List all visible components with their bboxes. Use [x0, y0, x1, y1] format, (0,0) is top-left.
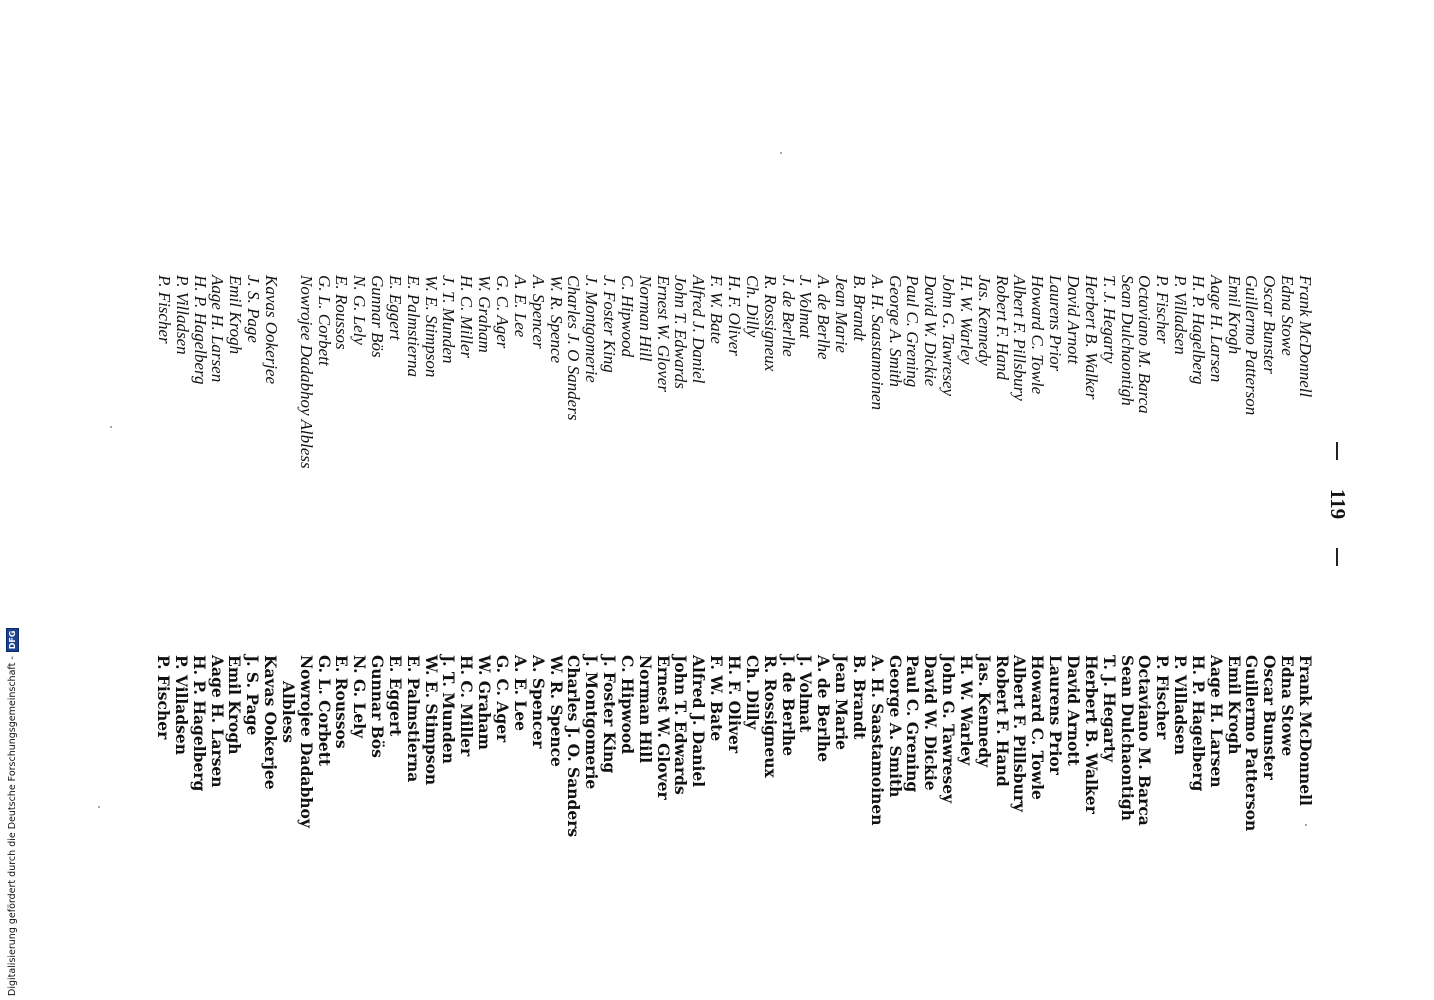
name-entry: J. de Berlhe — [778, 655, 798, 757]
name-entry: E. Roussos — [332, 275, 352, 350]
name-entry: P. Villadsen — [1171, 655, 1191, 756]
dfg-logo: DFG — [6, 628, 19, 653]
name-entry: H. F. Oliver — [725, 275, 744, 356]
name-entry: J. Foster King — [600, 275, 620, 373]
name-entry: Albless — [278, 681, 298, 743]
name-entry: H. F. Oliver — [725, 655, 744, 753]
digitization-footer — [6, 628, 19, 996]
name-entry: Aage H. Larsen — [1206, 275, 1226, 383]
name-entry: David W. Dickie — [921, 655, 941, 791]
name-entry: John T. Edwards — [671, 655, 691, 795]
name-entry: Kavas Ookerjee — [261, 275, 281, 385]
name-entry: W. Graham — [475, 655, 495, 750]
scan-speck — [1305, 824, 1307, 826]
name-entry: E. Eggert — [385, 275, 405, 341]
latin-name-column — [155, 275, 1314, 469]
name-entry: Charles J. O. Sanders — [564, 655, 584, 838]
name-entry: Sean Dulchaontigh — [1117, 655, 1137, 821]
name-entry: J. Montgomerie — [582, 275, 602, 383]
name-entry: Gunnar Bös — [368, 275, 388, 358]
name-entry: H. P. Hagelberg — [189, 655, 209, 792]
name-entry: Jean Marie — [832, 655, 852, 751]
name-entry: F. W. Bate — [707, 655, 727, 742]
scan-speck — [110, 426, 112, 428]
name-entry: Ernest W. Glover — [653, 655, 673, 800]
name-entry: A. Spencer — [528, 275, 548, 349]
name-entry: Herbert B. Walker — [1081, 275, 1101, 400]
name-entry: George A. Smith — [885, 275, 905, 387]
name-entry: H. W. Warley — [956, 655, 976, 766]
name-entry: A. de Berlhe — [814, 275, 834, 360]
name-entry: P. Fischer — [1153, 655, 1173, 740]
name-entry: Aage H. Larsen — [207, 655, 227, 788]
name-entry: J. Montgomerie — [582, 655, 602, 790]
name-entry: A. E. Lee — [510, 275, 530, 338]
name-entry: J. Foster King — [600, 655, 620, 774]
name-entry: Laurens Prior — [1046, 655, 1066, 775]
name-entry: Paul C. Grening — [903, 275, 923, 388]
name-entry: G. L. Corbett — [314, 275, 334, 366]
name-entry: A. H. Saastamoinen — [867, 275, 887, 411]
name-entry: Edna Stowe — [1278, 655, 1298, 757]
name-entry: C. Hipwood — [617, 275, 637, 358]
name-entry: P. Villadsen — [1171, 275, 1191, 355]
name-entry: David Arnott — [1064, 275, 1084, 364]
name-entry: Guillermo Patterson — [1242, 655, 1262, 832]
name-entry: G. L. Corbett — [314, 655, 334, 767]
name-entry: N. G. Lely — [350, 275, 370, 345]
name-entry: J. S. Page — [243, 655, 263, 736]
name-entry: H. W. Warley — [956, 275, 976, 365]
name-entry: Norman Hill — [635, 275, 655, 362]
name-entry: Oscar Bunster — [1260, 275, 1280, 374]
name-entry: W. Graham — [475, 275, 495, 353]
name-entry: P. Villadsen — [171, 655, 191, 756]
name-entry: Norman Hill — [635, 655, 655, 764]
name-entry: T. J. Hegarty — [1099, 655, 1119, 762]
name-entry: Ernest W. Glover — [653, 275, 673, 392]
name-entry: B. Brandt — [849, 655, 869, 740]
name-entry: Robert F. Hand — [992, 655, 1012, 787]
name-entry: Herbert B. Walker — [1081, 655, 1101, 814]
page-number-dash-left — [1336, 442, 1338, 460]
name-entry: Edna Stowe — [1278, 275, 1298, 356]
name-entry: J. Volmat — [796, 275, 816, 339]
name-entry: Howard C. Towle — [1028, 275, 1048, 395]
name-entry: Alfred J. Daniel — [689, 655, 709, 788]
name-entry: Jas. Kennedy — [974, 275, 994, 366]
name-entry: Emil Krogh — [1224, 655, 1244, 755]
footer-text: Digitalisierung gefördert durch die Deutsche Forschungsgemeinschaft - — [7, 656, 18, 996]
name-entry: G. C. Ager — [493, 655, 513, 743]
scan-speck — [780, 152, 782, 154]
name-entry: W. R. Spence — [546, 275, 566, 364]
name-entry: N. G. Lely — [350, 655, 370, 739]
name-entry: A. H. Saastamoinen — [867, 655, 887, 826]
name-entry: P. Fischer — [154, 275, 174, 344]
name-entry: Emil Krogh — [225, 655, 245, 755]
name-entry: E. Palmstierna — [403, 655, 423, 783]
name-entry: B. Brandt — [849, 275, 869, 342]
name-entry: J. T. Munden — [439, 655, 459, 764]
name-entry: Ch. Dilly — [742, 655, 762, 730]
list-gap — [280, 275, 297, 469]
name-entry: Frank McDonnell — [1296, 655, 1315, 806]
name-entry: G. C. Ager — [493, 275, 513, 349]
name-entry: Oscar Bunster — [1260, 655, 1280, 780]
name-entry: H. P. Hagelberg — [1188, 655, 1208, 792]
name-entry: J. Volmat — [796, 655, 816, 733]
name-entry: E. Roussos — [332, 655, 352, 749]
page-number: 119 — [1326, 488, 1350, 520]
name-entry: Gunnar Bös — [368, 655, 388, 758]
name-entry: C. Hipwood — [617, 655, 637, 755]
name-entry: J. S. Page — [244, 275, 264, 343]
name-entry: Laurens Prior — [1046, 275, 1066, 372]
name-entry: P. Villadsen — [172, 275, 192, 355]
name-entry: P. Fischer — [154, 655, 173, 740]
name-entry: H. P. Hagelberg — [1188, 275, 1208, 385]
name-entry: H. C. Miller — [457, 655, 477, 757]
name-entry: David W. Dickie — [921, 275, 941, 387]
fraktur-name-column — [154, 655, 1314, 837]
name-entry: Sean Dulchaontigh — [1117, 275, 1137, 406]
name-entry: E. Eggert — [385, 655, 405, 737]
name-entry: W. E. Stimpson — [421, 655, 441, 786]
name-entry: Kavas Ookerjee — [261, 655, 281, 790]
name-entry: Charles J. O Sanders — [564, 275, 584, 421]
name-entry: H. C. Miller — [457, 275, 477, 359]
name-entry: Ch. Dilly — [742, 275, 762, 338]
name-entry: Aage H. Larsen — [1206, 655, 1226, 788]
name-entry: Robert F. Hand — [992, 275, 1012, 380]
name-entry: Jas. Kennedy — [974, 655, 994, 768]
name-entry: R. Rossigneux — [760, 275, 780, 372]
name-entry: Emil Krogh — [226, 275, 246, 355]
page-number-dash-right — [1336, 548, 1338, 566]
name-entry: John G. Tawresey — [939, 275, 959, 397]
name-entry: Albert F. Pillsbury — [1010, 655, 1030, 812]
name-entry: Alfred J. Daniel — [689, 275, 709, 384]
name-entry: A. Spencer — [528, 655, 548, 749]
name-entry: J. de Berlhe — [778, 275, 798, 357]
name-entry: W. R. Spence — [546, 655, 566, 767]
name-entry: Nowrojee Dadabhoy — [296, 655, 316, 828]
name-entry: David Arnott — [1064, 655, 1084, 766]
name-entry: John G. Tawresey — [939, 655, 959, 804]
name-entry: J. T. Munden — [439, 275, 459, 364]
name-entry: Howard C. Towle — [1028, 655, 1048, 800]
name-entry: Guillermo Patterson — [1242, 275, 1262, 416]
name-entry: Emil Krogh — [1224, 275, 1244, 355]
name-entry: F. W. Bate — [707, 275, 727, 344]
name-entry: George A. Smith — [885, 655, 905, 798]
name-entry: Albert F. Pillsbury — [1010, 275, 1030, 401]
name-entry: Octaviano M. Barca — [1135, 655, 1155, 826]
name-entry: Frank McDonnell — [1296, 275, 1315, 398]
name-entry: Octaviano M. Barca — [1135, 275, 1155, 414]
name-entry: A. E. Lee — [510, 655, 530, 732]
name-entry: P. Fischer — [1153, 275, 1173, 344]
name-entry: H. P. Hagelberg — [190, 275, 210, 385]
name-entry: W. E. Stimpson — [421, 275, 441, 378]
name-entry: T. J. Hegarty — [1099, 275, 1119, 364]
name-entry: E. Palmstierna — [403, 275, 423, 377]
name-entry: Aage H. Larsen — [208, 275, 228, 383]
name-entry: A. de Berlhe — [814, 655, 834, 763]
name-entry: Paul C. Grening — [903, 655, 923, 793]
scan-speck — [98, 806, 100, 808]
name-entry: R. Rossigneux — [760, 655, 780, 778]
name-entry: Nowrojee Dadabhoy Albless — [296, 275, 316, 469]
name-entry: John T. Edwards — [671, 275, 691, 389]
name-entry: Jean Marie — [832, 275, 852, 353]
